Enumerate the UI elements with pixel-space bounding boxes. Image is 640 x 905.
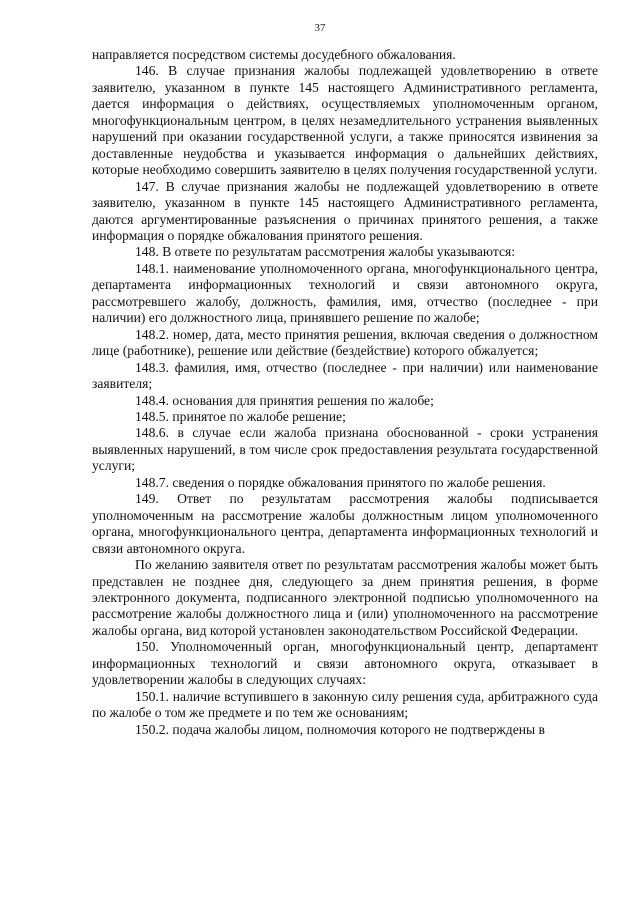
paragraph-148-7: 148.7. сведения о порядке обжалования принятого по жалобе решения.	[135, 474, 546, 490]
page-number: 37	[314, 22, 326, 34]
paragraph-146: 146. В случае признания жалобы подлежащей удовлетворению в ответе заявителю, указанном в пункте 145 настоящего Административного регламента, дается информация о действиях, осуществляемых уполномоченным органом, многофункциональным центром, в целях незамедлительного устранения выявленных нарушений при оказании государственной услуги, а также приносятся извинения за доставленные неудобства и указывается информация о дальнейших действиях, которые необходимо совершить заявителю в целях получения государственной услуги.	[92, 63, 598, 178]
paragraph-149-electronic: По желанию заявителя ответ по результатам рассмотрения жалобы может быть представлен не позднее дня, следующего за днем принятия решения, в форме электронного документа, подписанного электронной подписью уполномоченного на рассмотрение жалобы должностного лица и (или) уполномоченного на рассмотрение жалобы органа, вид которой установлен законодательством Российской Федерации.	[92, 557, 598, 638]
paragraph-147: 147. В случае признания жалобы не подлежащей удовлетворению в ответе заявителю, указанном в пункте 145 настоящего Административного регламента, даются аргументированные разъяснения о причинах принятого решения, а также информация о порядке обжалования принятого решения.	[92, 178, 598, 243]
paragraph-148-1: 148.1. наименование уполномоченного органа, многофункционального центра, департамента информационных технологий и связи автономного округа, рассмотревшего жалобу, должность, фамилия, имя, отчество (последнее - при наличии) его должностного лица, принявшего решение по жалобе;	[92, 260, 598, 326]
paragraph-150-1: 150.1. наличие вступившего в законную силу решения суда, арбитражного суда по жалобе о том же предмете и по тем же основаниям;	[92, 688, 598, 721]
paragraph-continuation: направляется посредством системы досудебного обжалования.	[92, 47, 456, 62]
paragraph-150-2: 150.2. подача жалобы лицом, полномочия которого не подтверждены в	[135, 721, 545, 737]
paragraph-148-4: 148.4. основания для принятия решения по жалобе;	[135, 392, 434, 408]
paragraph-150: 150. Уполномоченный орган, многофункциональный центр, департамент информационных технологий и связи автономного округа, отказывает в удовлетворении жалобы в следующих случаях:	[92, 639, 598, 688]
paragraph-148-3: 148.3. фамилия, имя, отчество (последнее - при наличии) или наименование заявителя;	[92, 359, 598, 392]
paragraph-148-6: 148.6. в случае если жалоба признана обоснованной - сроки устранения выявленных нарушений, в том числе срок предоставления результата государственной услуги;	[92, 425, 598, 474]
paragraph-149: 149. Ответ по результатам рассмотрения жалобы подписывается уполномоченным на рассмотрение жалобы должностным лицом уполномоченного органа, многофункционального центра, департамента информационных технологий и связи автономного округа.	[92, 491, 598, 556]
paragraph-148-5: 148.5. принятое по жалобе решение;	[135, 408, 346, 424]
paragraph-148-2: 148.2. номер, дата, место принятия решения, включая сведения о должностном лице (работнике), решение или действие (бездействие) которого обжалуется;	[92, 326, 598, 359]
document-body	[92, 47, 598, 738]
paragraph-148: 148. В ответе по результатам рассмотрения жалобы указываются:	[135, 244, 516, 260]
